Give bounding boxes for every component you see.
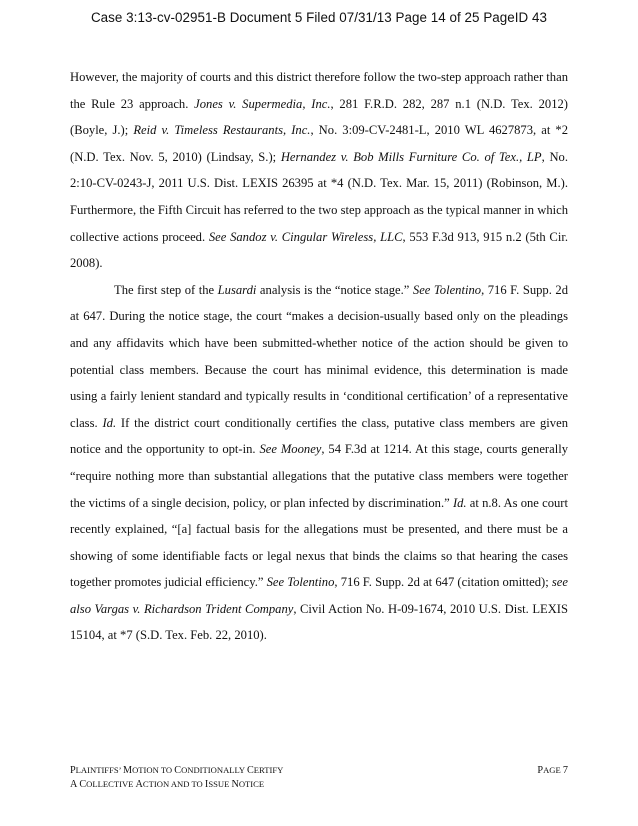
- text-run: I: [204, 778, 209, 790]
- text-run: P: [537, 765, 544, 776]
- paragraph-1: [70, 64, 568, 277]
- citation-italic-text: See Tolentino: [412, 282, 482, 297]
- text-run: SSUE: [208, 778, 232, 789]
- citation-italic-text: Id.: [102, 415, 117, 430]
- citation-italic-text: see also Vargas v. Richardson Trident Company: [70, 575, 568, 616]
- text-run: , 716 F. Supp. 2d at 647. During the notice stage, the court “makes a decision-usually based only on the pleadings and any affidavits which have been submitted-whether notice of the action should be given to potential class members. Because the court has minimal evidence, this determination is made using a fairly lenient standard and typically results in ‘conditional certification’ of a representative class.: [70, 282, 568, 430]
- text-run: C: [246, 765, 254, 776]
- text-run: at n.8. As one court recently explained, “[a] factual basis for the allegations must be presented, and there must be a showing of some identifiable facts or legal nexus that binds the claims so that hearing the cases together promotes judicial efficiency.”: [70, 495, 568, 590]
- text-run: , Civil Action No. H-09-1674, 2010 U.S. Dist. LEXIS 15104, at *7 (S.D. Tex. Feb. 22, 2010).: [70, 601, 568, 643]
- footer-page-number: [537, 764, 568, 778]
- text-run: However, the majority of courts and this district therefore follow the two-step approach rather than the Rule 23 approach.: [70, 70, 568, 111]
- citation-italic-text: Reid v. Timeless Restaurants, Inc.: [133, 123, 311, 138]
- text-run: CTION AND TO: [142, 778, 205, 789]
- citation-italic-text: Id.: [452, 495, 467, 510]
- text-run: OTION TO: [132, 765, 175, 775]
- text-run: ERTIFY: [253, 765, 284, 775]
- text-run: If the district court conditionally certifies the class, putative class members are given notice and the opportunity to opt-in.: [70, 415, 568, 457]
- text-run: OLLECTIVE: [86, 778, 136, 789]
- text-run: AGE: [543, 765, 563, 775]
- text-run: N: [231, 778, 239, 790]
- text-run: C: [174, 765, 182, 776]
- page-footer: [70, 764, 568, 791]
- citation-italic-text: See Sandoz v. Cingular Wireless, LLC: [208, 229, 403, 244]
- citation-italic-text: See Mooney: [259, 442, 322, 457]
- text-run: , No. 2:10-CV-0243-J, 2011 U.S. Dist. LEXIS 26395 at *4 (N.D. Tex. Mar. 15, 2011) (Robinson, M.). Furthermore, the Fifth Circuit has referred to the two step approach as the typical manner in which collective actions proceed.: [70, 149, 568, 244]
- text-run: A: [70, 778, 80, 790]
- text-run: analysis is the “notice stage.”: [256, 282, 413, 297]
- text-run: C: [79, 778, 87, 790]
- text-run: ONDITIONALLY: [181, 765, 247, 775]
- text-run: , 281 F.R.D. 282, 287 n.1 (N.D. Tex. 2012) (Boyle, J.);: [70, 96, 568, 138]
- citation-italic-text: Lusardi: [217, 282, 257, 297]
- paragraph-2: [70, 277, 568, 649]
- text-run: OTICE: [238, 778, 265, 789]
- text-run: , No. 3:09-CV-2481-L, 2010 WL 4627873, at *2 (N.D. Tex. Nov. 5, 2010) (Lindsay, S.);: [70, 123, 569, 164]
- text-run: A: [135, 778, 143, 790]
- text-run: LAINTIFFS’: [75, 765, 124, 775]
- citation-italic-text: See Tolentino: [266, 575, 335, 590]
- text-run: P: [70, 765, 76, 776]
- citation-italic-text: Hernandez v. Bob Mills Furniture Co. of Tex., LP: [280, 149, 542, 164]
- text-run: The first step of the: [114, 282, 218, 297]
- text-run: 7: [562, 765, 568, 776]
- text-run: , 553 F.3d 913, 915 n.2 (5th Cir. 2008).: [70, 229, 568, 271]
- document-body: [70, 64, 568, 649]
- citation-italic-text: Jones v. Supermedia, Inc.: [194, 96, 331, 111]
- text-run: , 54 F.3d at 1214. At this stage, courts generally “require nothing more than substantial allegations that the putative class members were together the victims of a single decision, policy, or plan infected by discrimination.”: [70, 442, 568, 510]
- text-run: , 716 F. Supp. 2d at 647 (citation omitted);: [334, 575, 552, 590]
- case-header-stamp: Case 3:13-cv-02951-B Document 5 Filed 07/31/13 Page 14 of 25 PageID 43: [90, 10, 548, 25]
- footer-document-title: [70, 764, 283, 791]
- text-run: M: [123, 765, 133, 776]
